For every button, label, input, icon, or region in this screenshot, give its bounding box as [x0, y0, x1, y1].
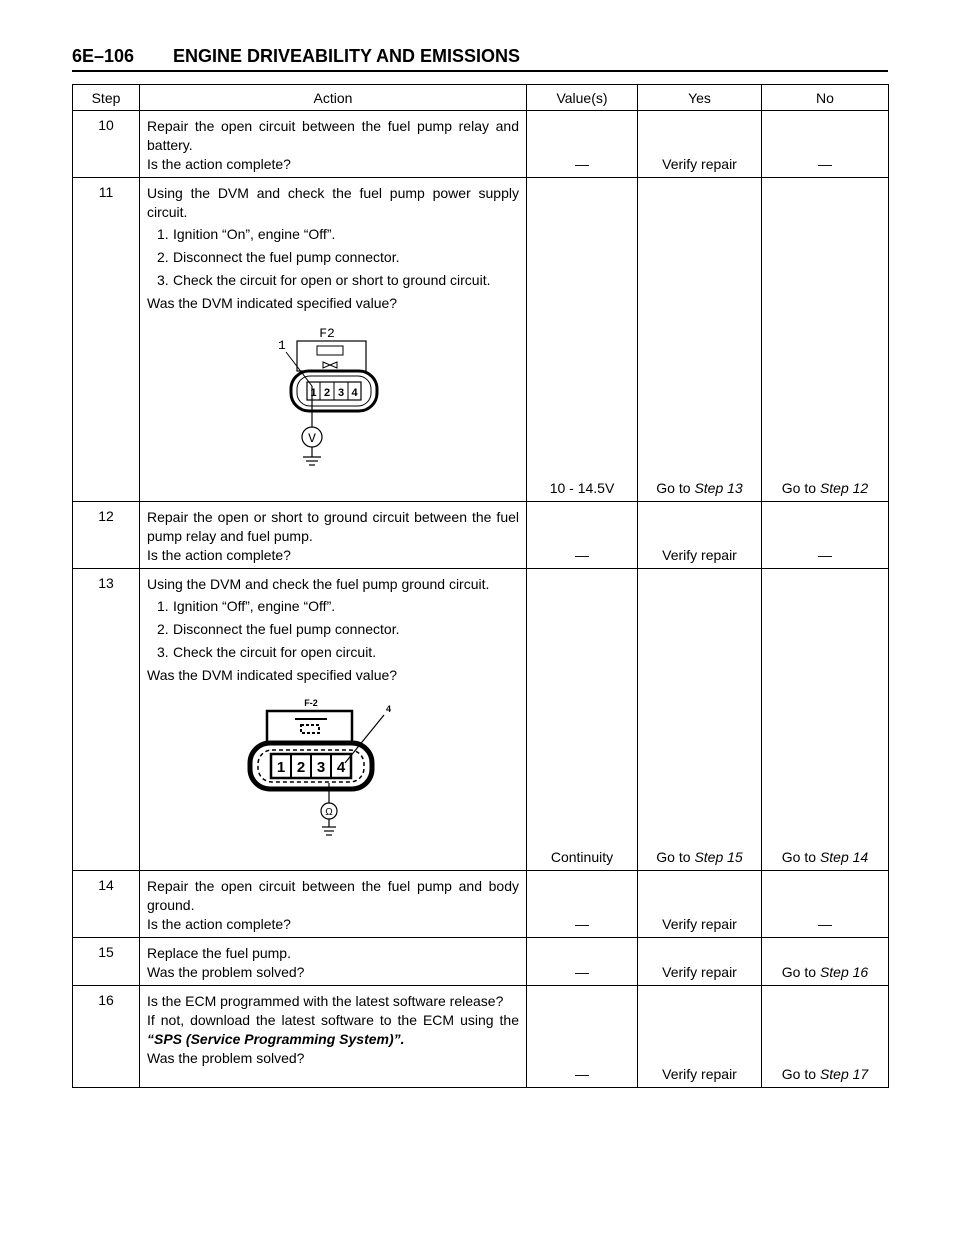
yes-cell: Verify repair	[638, 938, 762, 986]
action-text: Repair the open or short to ground circuit between the fuel pump relay and fuel pump.	[147, 509, 519, 544]
step-reference: Step 12	[819, 480, 869, 496]
action-cell	[140, 502, 527, 569]
step-number: 12	[73, 502, 140, 569]
no-cell: —	[762, 502, 889, 569]
yes-cell: Verify repair	[638, 986, 762, 1088]
action-cell	[140, 178, 527, 502]
yes-cell: Go to Step 13	[638, 178, 762, 502]
connector-f2-svg	[147, 319, 519, 469]
connector-label: F2	[319, 326, 335, 341]
action-question: Is the action complete?	[147, 547, 291, 563]
no-cell: Go to Step 17	[762, 986, 889, 1088]
header-rule	[72, 70, 888, 72]
substep-list	[147, 597, 519, 662]
step-number: 15	[73, 938, 140, 986]
connector-label: F-2	[304, 698, 318, 708]
meter-label: Ω	[325, 807, 333, 818]
yes-cell: Verify repair	[638, 111, 762, 178]
no-cell: —	[762, 871, 889, 938]
step-reference: Step 16	[819, 964, 869, 980]
pin-label: 1	[276, 759, 286, 776]
step-reference: Step 14	[819, 849, 869, 865]
yes-cell: Verify repair	[638, 502, 762, 569]
table-row-step-10	[73, 111, 889, 178]
table-row-step-16	[73, 986, 889, 1088]
action-question: Is the action complete?	[147, 916, 291, 932]
table-row-step-12	[73, 502, 889, 569]
step-number: 16	[73, 986, 140, 1088]
action-cell	[140, 111, 527, 178]
diagnostic-table	[72, 84, 889, 1088]
list-item: 1. Ignition “On”, engine “Off”.	[157, 226, 336, 242]
pin-label: 4	[351, 387, 358, 399]
col-header-no: No	[762, 85, 889, 111]
value-cell: 10 - 14.5V	[527, 178, 638, 502]
action-cell	[140, 569, 527, 871]
action-question: Is the action complete?	[147, 156, 291, 172]
yes-cell: Verify repair	[638, 871, 762, 938]
page-header	[72, 44, 888, 74]
no-cell: Go to Step 14	[762, 569, 889, 871]
value-cell: —	[527, 502, 638, 569]
step-reference: Step 15	[694, 849, 743, 865]
pin-callout: 1	[278, 338, 286, 353]
no-cell: —	[762, 111, 889, 178]
action-text: If not, download the latest software to the ECM using the “SPS (Service Programming System)”.	[147, 1012, 519, 1047]
meter-label: V	[308, 431, 316, 446]
col-header-yes: Yes	[638, 85, 762, 111]
action-text: Repair the open circuit between the fuel pump and body ground.	[147, 878, 519, 913]
action-question: Was the problem solved?	[147, 964, 305, 980]
step-reference: Step 17	[819, 1066, 869, 1082]
no-cell: Go to Step 12	[762, 178, 889, 502]
value-cell: —	[527, 871, 638, 938]
pin-label: 3	[337, 387, 345, 399]
list-item: 3. Check the circuit for open or short to ground circuit.	[157, 272, 491, 288]
action-cell	[140, 938, 527, 986]
connector-diagram-voltage	[147, 319, 519, 474]
action-text: Is the ECM programmed with the latest software release?	[147, 993, 504, 1009]
step-number: 11	[73, 178, 140, 502]
connector-f-2-svg	[147, 691, 519, 841]
value-cell: —	[527, 938, 638, 986]
pin-label: 2	[323, 387, 331, 399]
table-header-row	[73, 85, 889, 111]
col-header-action: Action	[140, 85, 527, 111]
value-cell: —	[527, 986, 638, 1088]
pin-label: 4	[336, 759, 346, 776]
step-number: 14	[73, 871, 140, 938]
action-question: Was the DVM indicated specified value?	[147, 295, 398, 311]
action-cell	[140, 986, 527, 1088]
action-cell	[140, 871, 527, 938]
step-number: 13	[73, 569, 140, 871]
no-cell: Go to Step 16	[762, 938, 889, 986]
step-reference: Step 13	[694, 480, 743, 496]
table-row-step-13	[73, 569, 889, 871]
pin-label: 1	[310, 387, 317, 399]
action-question: Was the problem solved?	[147, 1050, 305, 1066]
action-text: Repair the open circuit between the fuel pump relay and battery.	[147, 118, 519, 153]
table-row-step-11	[73, 178, 889, 502]
page-number: 6E–106	[72, 46, 135, 66]
pin-label: 3	[316, 759, 326, 776]
col-header-step: Step	[73, 85, 140, 111]
section-title: ENGINE DRIVEABILITY AND EMISSIONS	[173, 46, 521, 66]
list-item: 2. Disconnect the fuel pump connector.	[157, 249, 400, 265]
action-text: Using the DVM and check the fuel pump ground circuit.	[147, 576, 490, 592]
table-row-step-15	[73, 938, 889, 986]
substep-list	[147, 225, 519, 290]
sps-reference: “SPS (Service Programming System)”.	[147, 1031, 405, 1047]
action-text: Using the DVM and check the fuel pump power supply circuit.	[147, 185, 519, 220]
yes-cell: Go to Step 15	[638, 569, 762, 871]
list-item: 3. Check the circuit for open circuit.	[157, 644, 377, 660]
col-header-values: Value(s)	[527, 85, 638, 111]
table-row-step-14	[73, 871, 889, 938]
action-question: Was the DVM indicated specified value?	[147, 667, 398, 683]
pin-label: 2	[296, 759, 306, 776]
step-number: 10	[73, 111, 140, 178]
list-item: 1. Ignition “Off”, engine “Off”.	[157, 598, 336, 614]
value-cell: Continuity	[527, 569, 638, 871]
list-item: 2. Disconnect the fuel pump connector.	[157, 621, 400, 637]
pin-callout: 4	[386, 704, 392, 714]
action-text: Replace the fuel pump.	[147, 945, 291, 961]
connector-diagram-continuity	[147, 691, 519, 846]
value-cell: —	[527, 111, 638, 178]
